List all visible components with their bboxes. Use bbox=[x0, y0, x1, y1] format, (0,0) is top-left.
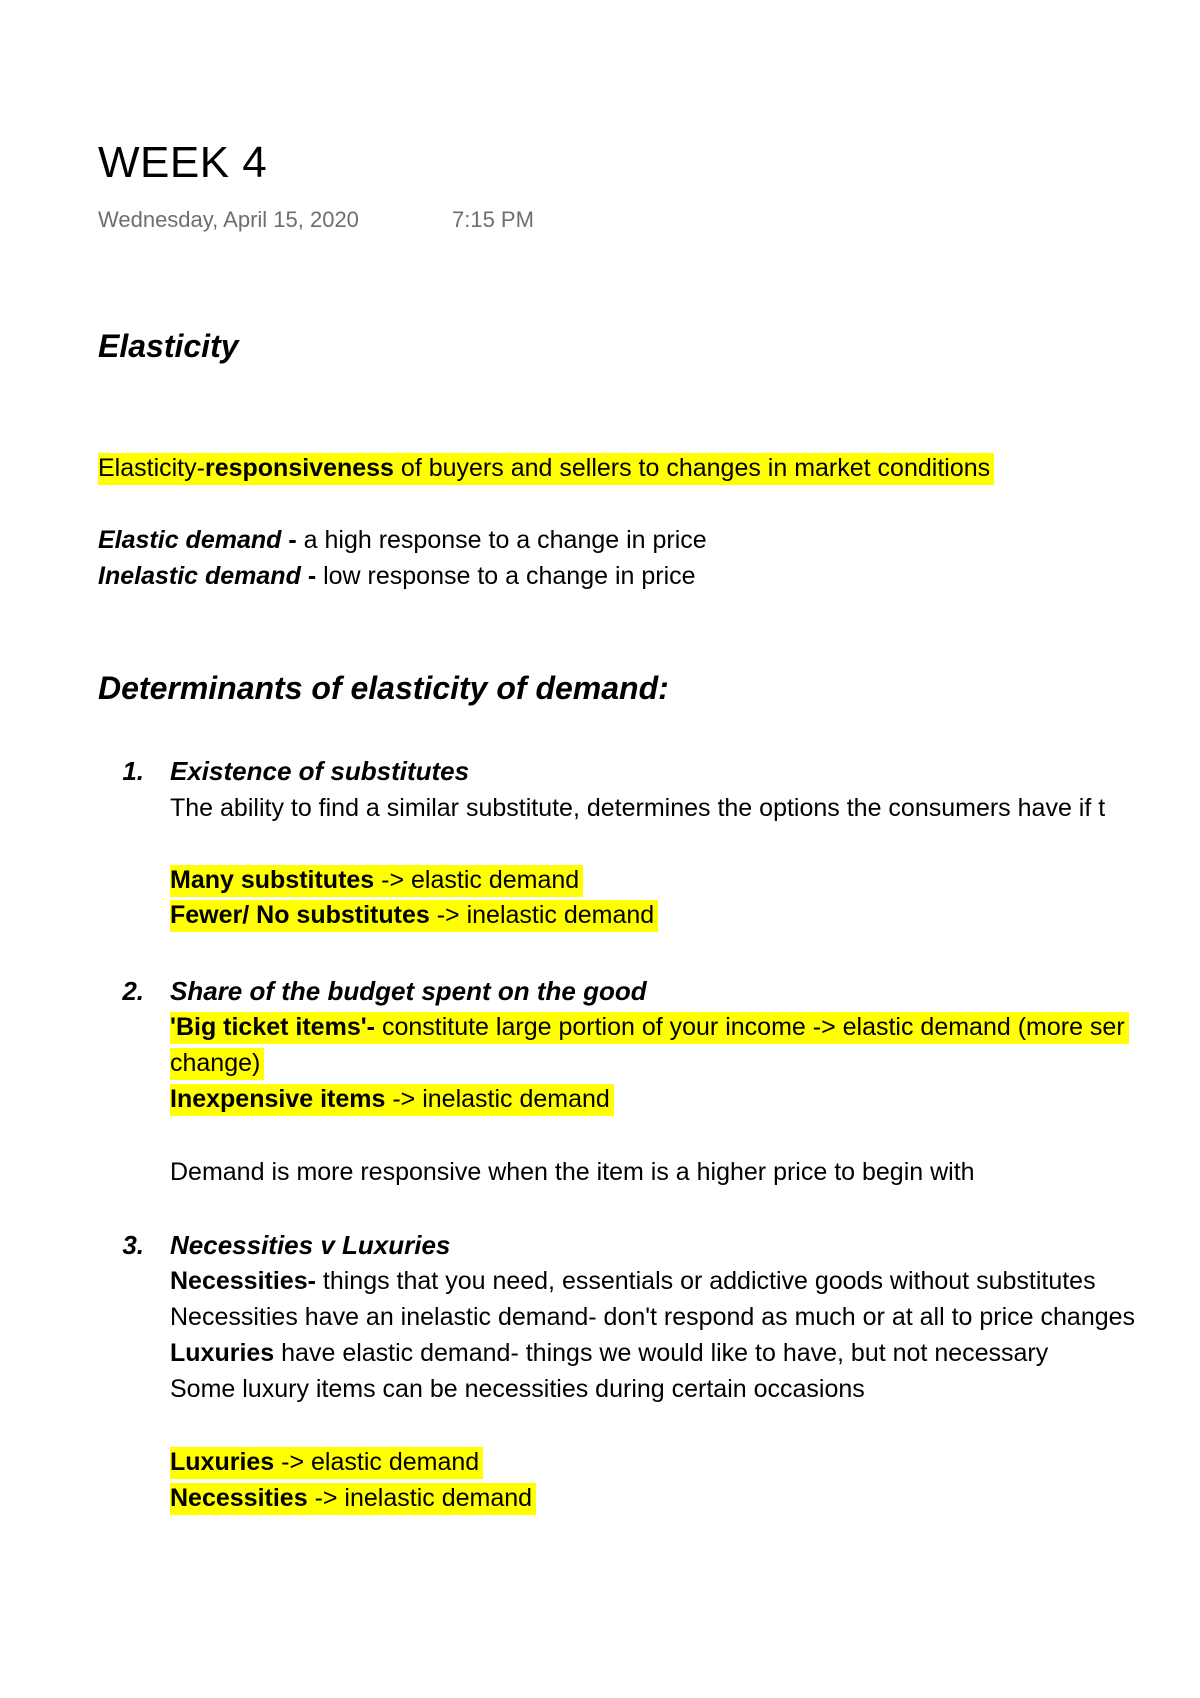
item-1-hl2-bold: Fewer/ No substitutes bbox=[170, 901, 430, 929]
elastic-demand-line bbox=[98, 524, 707, 556]
item-1-highlight-1 bbox=[170, 864, 583, 896]
note-time: 7:15 PM bbox=[452, 207, 534, 232]
item-1-text: The ability to find a similar substitute, determines the options the consumers have if t bbox=[170, 794, 1106, 822]
elasticity-heading: Elasticity bbox=[98, 328, 239, 364]
elastic-demand-text: a high response to a change in price bbox=[303, 526, 707, 554]
item-1-hl1-bold: Many substitutes bbox=[170, 866, 375, 894]
item-1-hl2-text: -> inelastic demand bbox=[436, 901, 655, 929]
inelastic-demand-text: low response to a change in price bbox=[323, 562, 696, 590]
inelastic-demand-line bbox=[98, 560, 696, 592]
item-3-hl1-bold: Luxuries bbox=[170, 1448, 275, 1476]
item-2-note: Demand is more responsive when the item is a higher price to begin with bbox=[170, 1158, 975, 1186]
item-2-highlight-1-cont bbox=[170, 1047, 264, 1079]
inelastic-demand-term: Inelastic demand bbox=[98, 562, 301, 590]
elastic-demand-dash: - bbox=[288, 526, 297, 554]
item-2-highlight-1 bbox=[170, 1011, 1129, 1043]
item-1-highlight-2 bbox=[170, 899, 658, 931]
definition-rest: of buyers and sellers to changes in market conditions bbox=[400, 454, 991, 482]
item-2-number: 2. bbox=[122, 976, 144, 1006]
page-title: WEEK 4 bbox=[98, 138, 268, 187]
item-1-number: 1. bbox=[122, 756, 144, 786]
item-3-highlight-2 bbox=[170, 1482, 536, 1514]
item-3-line-4: Some luxury items can be necessities during certain occasions bbox=[170, 1375, 865, 1403]
item-3-number: 3. bbox=[122, 1230, 144, 1260]
note-date: Wednesday, April 15, 2020 bbox=[98, 207, 359, 232]
item-3-line3-bold: Luxuries bbox=[170, 1339, 275, 1367]
item-2-hl1-bold: 'Big ticket items'- bbox=[170, 1013, 375, 1041]
item-3-hl2-text: -> inelastic demand bbox=[314, 1484, 533, 1512]
definition-line bbox=[98, 452, 994, 484]
item-3-line3-text: have elastic demand- things we would like to have, but not necessary bbox=[281, 1339, 1049, 1367]
item-3-line-2: Necessities have an inelastic demand- don't respond as much or at all to price changes bbox=[170, 1303, 1136, 1331]
item-2-hl1-text: constitute large portion of your income -> elastic demand (more ser bbox=[381, 1013, 1125, 1041]
definition-bold-word: responsiveness bbox=[204, 454, 394, 482]
item-1-title: Existence of substitutes bbox=[170, 756, 470, 786]
definition-highlight bbox=[98, 453, 994, 485]
item-2-hl2-text: -> inelastic demand bbox=[392, 1085, 610, 1113]
item-3-highlight-1 bbox=[170, 1446, 483, 1478]
item-3-line-1 bbox=[170, 1265, 1096, 1297]
item-2-hl1-cont: change) bbox=[170, 1048, 264, 1080]
item-3-line1-bold: Necessities- bbox=[170, 1267, 316, 1295]
item-3-title: Necessities v Luxuries bbox=[170, 1230, 451, 1260]
item-1-hl1-text: -> elastic demand bbox=[381, 866, 580, 894]
item-2-highlight-2 bbox=[170, 1083, 614, 1115]
item-2-hl2-bold: Inexpensive items bbox=[170, 1085, 386, 1113]
item-2-title: Share of the budget spent on the good bbox=[170, 976, 647, 1006]
definition-term: Elasticity- bbox=[98, 454, 205, 482]
item-3-hl2-bold: Necessities bbox=[170, 1484, 308, 1512]
determinants-heading: Determinants of elasticity of demand: bbox=[98, 670, 669, 706]
item-3-line-3 bbox=[170, 1337, 1048, 1369]
item-3-hl1-text: -> elastic demand bbox=[281, 1448, 480, 1476]
inelastic-demand-dash: - bbox=[307, 562, 317, 590]
item-3-line1-text: things that you need, essentials or addictive goods without substitutes bbox=[322, 1267, 1096, 1295]
elastic-demand-term: Elastic demand bbox=[98, 526, 282, 554]
